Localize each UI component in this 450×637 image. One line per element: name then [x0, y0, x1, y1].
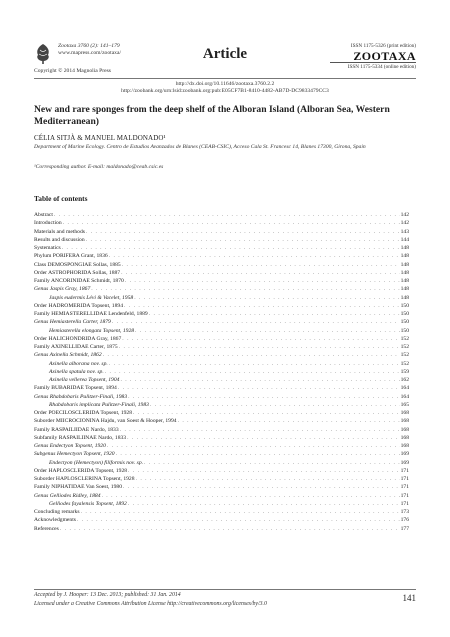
toc-leader-dots [62, 244, 400, 252]
toc-entry[interactable] [34, 483, 409, 491]
issn-print: ISSN 1175-5326 (print edition) [350, 43, 416, 49]
toc-entry[interactable] [34, 277, 409, 285]
paper-authors: CÉLIA SITJÀ & MANUEL MALDONADO¹ [34, 134, 166, 142]
toc-entry[interactable] [34, 310, 409, 318]
toc-leader-dots [86, 228, 400, 236]
toc-entry-label: References [34, 525, 59, 532]
toc-entry-label: Subfamily RASPAILIINAE Nardo, 1833 [34, 434, 127, 441]
toc-leader-dots [105, 368, 400, 376]
toc-leader-dots [135, 327, 400, 335]
toc-entry[interactable] [34, 343, 409, 351]
toc-leader-dots [122, 335, 399, 343]
toc-entry-page: 162 [400, 377, 409, 383]
toc-entry-page: 168 [400, 443, 409, 449]
toc-heading: Table of contents [34, 194, 88, 203]
toc-leader-dots [124, 302, 400, 310]
toc-entry-label: Genus Rhabdobaris Pulitzer-Finali, 1983 [34, 393, 128, 400]
toc-entry-page: 152 [400, 335, 409, 342]
copyright-notice: Copyright © 2014 Magnolia Press [34, 68, 111, 74]
license-note: Licensed under a Creative Commons Attribution License http://creativecommons.org/licenses/by/3.0 [34, 601, 267, 607]
toc-entry-page: 164 [400, 385, 409, 392]
toc-entry-label: Suborder HAPLOSCLERINA Topsent, 1928 [34, 476, 135, 482]
toc-entry-label: Genus Gelliodes Ridley, 1884 [34, 492, 101, 499]
toc-entry-page: 148 [400, 261, 409, 268]
toc-entry-label: Rhabdobaris implicata Pulitzer-Finali, 1983 [49, 401, 149, 408]
toc-entry-page: 148 [400, 245, 409, 251]
toc-entry-label: Axinella vellerea Topsent, 1904 [49, 377, 120, 383]
toc-entry-label: Family NIPHATIDAE Van Soest, 1980 [34, 484, 122, 491]
toc-entry-page: 171 [400, 476, 409, 482]
toc-entry-page: 143 [400, 228, 409, 235]
toc-leader-dots [123, 483, 400, 491]
toc-entry-page: 165 [400, 401, 409, 408]
article-label: Article [202, 46, 248, 62]
toc-entry[interactable] [34, 294, 409, 302]
toc-entry-label: Order ASTROPHORIDA Sollas, 1887 [34, 269, 121, 276]
toc-entry-page: 176 [400, 517, 409, 524]
toc-leader-dots [122, 261, 400, 269]
toc-entry-label: Acknowledgments [34, 517, 76, 524]
toc-leader-dots [119, 343, 400, 351]
toc-entry-page: 142 [400, 220, 409, 227]
toc-entry[interactable] [34, 236, 409, 244]
toc-entry-page: 152 [400, 352, 409, 359]
toc-entry[interactable] [34, 426, 409, 434]
toc-entry-page: 150 [400, 302, 409, 309]
toc-entry-label: Family HEMIASTERELLIDAE Lendenfeld, 1889 [34, 311, 148, 317]
toc-entry-page: 148 [400, 269, 409, 276]
toc-entry-page: 171 [400, 467, 409, 474]
toc-leader-dots [149, 310, 400, 318]
toc-leader-dots [125, 277, 400, 285]
toc-entry-label: Systematics [34, 245, 61, 251]
toc-entry-page: 144 [400, 236, 409, 243]
toc-entry-label: Phylum PORIFERA Grant, 1836 [34, 253, 108, 260]
toc-leader-dots [86, 236, 400, 244]
toc-entry-page: 171 [400, 500, 409, 507]
toc-entry-page: 168 [400, 418, 409, 425]
toc-entry[interactable] [34, 327, 409, 335]
toc-entry[interactable] [34, 525, 409, 533]
toc-entry-label: Suborder MIICROCIONINA Hajdu, van Soest & Hooper, 1994 [34, 418, 177, 425]
toc-leader-dots [102, 492, 400, 500]
toc-entry-page: 177 [400, 525, 409, 532]
table-of-contents [34, 211, 409, 533]
toc-entry-page: 168 [400, 410, 409, 416]
toc-entry-page: 171 [400, 484, 409, 491]
toc-entry[interactable] [34, 376, 409, 384]
toc-entry-label: Abstract [34, 212, 53, 218]
toc-entry[interactable] [34, 409, 409, 417]
toc-entry[interactable] [34, 459, 409, 467]
toc-entry-label: Order HADROMERIDA Topsent, 1894 [34, 302, 123, 309]
toc-leader-dots [120, 376, 399, 384]
toc-entry-label: Concluding remarks [34, 509, 80, 515]
toc-leader-dots [150, 401, 400, 409]
toc-leader-dots [134, 294, 399, 302]
toc-entry[interactable] [34, 318, 409, 326]
toc-entry[interactable] [34, 508, 409, 516]
toc-entry[interactable] [34, 475, 409, 483]
toc-entry-label: Order HALICHONDRIDA Gray, 1867 [34, 335, 122, 342]
toc-entry-label: Axinella spatula nov. sp. [49, 368, 104, 375]
toc-entry[interactable] [34, 360, 409, 368]
toc-entry-label: Family RASPAILIIDAE Nardo, 1833 [34, 426, 119, 433]
toc-entry-label: Genus Endectyon Topsent, 1920 [34, 443, 106, 449]
toc-entry-page: 168 [400, 426, 409, 433]
corresponding-author: ¹Corresponding author. E-mail: maldonado@ceab.csic.es [34, 164, 164, 170]
toc-leader-dots [109, 252, 400, 260]
toc-entry[interactable] [34, 219, 409, 227]
toc-entry[interactable] [34, 492, 409, 500]
toc-leader-dots [136, 475, 400, 483]
toc-entry[interactable] [34, 244, 409, 252]
toc-entry[interactable] [34, 450, 409, 458]
toc-entry-label: Hemiasterella elongata Topsent, 1928 [49, 327, 135, 334]
toc-leader-dots [118, 384, 400, 392]
issn-online: ISSN 1175-5334 (online edition) [347, 64, 416, 70]
toc-entry-page: 171 [400, 492, 409, 499]
toc-leader-dots [116, 450, 400, 458]
toc-entry-page: 169 [400, 459, 409, 466]
toc-entry-label: Introduction [34, 220, 62, 227]
toc-leader-dots [112, 318, 400, 326]
toc-entry[interactable] [34, 467, 409, 475]
toc-entry[interactable] [34, 252, 409, 260]
toc-entry-label: Family ANCORINIDAE Schmidt, 1870 [34, 278, 124, 284]
toc-entry-label: Subgenus Hemectyon Topsent, 1920 [34, 451, 115, 458]
toc-entry[interactable] [34, 228, 409, 236]
toc-leader-dots [121, 269, 400, 277]
acceptance-note: Accepted by J. Hooper: 13 Dec. 2013; published: 31 Jan. 2014 [34, 592, 181, 598]
toc-entry-label: Axinella alborana nov. sp. [49, 360, 108, 367]
toc-entry[interactable] [34, 368, 409, 376]
toc-entry-label: Gelliodes fayalensis Topsent, 1892 [49, 500, 127, 507]
page-number: 141 [402, 593, 416, 603]
toc-entry[interactable] [34, 417, 409, 425]
toc-entry-page: 173 [400, 509, 409, 515]
toc-entry-page: 142 [400, 212, 409, 218]
toc-leader-dots [178, 417, 400, 425]
journal-website-link[interactable]: www.mapress.com/zootaxa/ [58, 50, 122, 56]
toc-entry[interactable] [34, 516, 409, 524]
toc-entry-label: Results and discussion [34, 236, 85, 243]
toc-entry-page: 148 [400, 294, 409, 301]
toc-leader-dots [77, 516, 400, 524]
toc-entry[interactable] [34, 335, 409, 343]
toc-entry-label: Order HAPLOSCLERIDA Topsent, 1928 [34, 467, 128, 474]
paper-title: New and rare sponges from the deep shelf of the Alboran Island (Alboran Sea, Western Mediterranean) [34, 104, 390, 127]
toc-entry-page: 159 [400, 368, 409, 375]
toc-entry[interactable] [34, 269, 409, 277]
toc-leader-dots [144, 459, 400, 467]
toc-leader-dots [103, 351, 400, 359]
toc-entry-label: Class DEMOSPONGIAE Sollas, 1885 [34, 261, 121, 268]
doi-link[interactable]: http://dx.doi.org/10.11646/zootaxa.3760.2.2 [175, 81, 275, 87]
toc-entry[interactable] [34, 401, 409, 409]
toc-entry[interactable] [34, 285, 409, 293]
toc-entry-label: Family BUBARIDAE Topsent, 1894 [34, 385, 117, 392]
toc-entry[interactable] [34, 384, 409, 392]
toc-leader-dots [128, 467, 400, 475]
toc-entry-page: 148 [400, 286, 409, 293]
toc-leader-dots [60, 525, 400, 533]
toc-entry[interactable] [34, 434, 409, 442]
footer-divider [34, 589, 416, 590]
toc-entry-page: 168 [400, 434, 409, 441]
author-affiliation: Department of Marine Ecology. Centro de Estudios Avanzados de Blanes (CEAB-CSIC), Acceso Cala St. Francesc 14, Blanes 17300, Girona, Spain [34, 144, 366, 150]
toc-entry[interactable] [34, 211, 409, 219]
toc-entry-page: 148 [400, 253, 409, 260]
toc-leader-dots [128, 393, 399, 401]
toc-entry-page: 169 [400, 451, 409, 458]
journal-logo-text: ZOOTAXA [330, 50, 416, 63]
toc-leader-dots [107, 442, 400, 450]
toc-leader-dots [120, 426, 400, 434]
toc-entry-label: Family AXINELLIDAE Carter, 1875 [34, 344, 118, 350]
journal-line: Zootaxa 3760 (2): 141–179 [58, 43, 120, 49]
toc-entry-page: 148 [400, 278, 409, 284]
toc-entry-page: 152 [400, 344, 409, 350]
toc-leader-dots [54, 211, 400, 219]
toc-entry-label: Endectyon (Hemectyon) filiformis nov. sp. [49, 459, 144, 466]
toc-entry[interactable] [34, 442, 409, 450]
toc-leader-dots [133, 409, 400, 417]
identifier-block [0, 81, 450, 95]
toc-leader-dots [63, 219, 400, 227]
toc-entry[interactable] [34, 302, 409, 310]
toc-leader-dots [128, 500, 400, 508]
toc-entry-label: Order POECILOSCLERIDA Topsent, 1928 [34, 410, 133, 416]
toc-entry-page: 152 [400, 360, 409, 367]
toc-entry[interactable] [34, 500, 409, 508]
toc-entry-page: 150 [400, 327, 409, 334]
toc-entry-label: Jaspis eudermis Lévi & Vacelet, 1958 [49, 294, 134, 301]
header-divider [34, 78, 416, 79]
toc-entry-page: 150 [400, 319, 409, 326]
toc-leader-dots [81, 508, 400, 516]
toc-entry-label: Materials and methods [34, 228, 85, 235]
toc-entry[interactable] [34, 393, 409, 401]
toc-entry[interactable] [34, 261, 409, 269]
toc-entry[interactable] [34, 351, 409, 359]
toc-entry-label: Genus Axinella Schmidt, 1862 [34, 352, 102, 359]
lsid-link[interactable]: http://zoobank.org/urn:lsid:zoobank.org:pub:E05CF7B1-8410-4482-AB7D-DC9833479CC3 [121, 88, 329, 94]
toc-entry-label: Genus Jaspis Gray, 1867 [34, 286, 91, 293]
toc-entry-label: Genus Hemiasterella Carter, 1879 [34, 319, 111, 326]
toc-leader-dots [127, 434, 400, 442]
toc-leader-dots [91, 285, 399, 293]
toc-entry-page: 150 [400, 311, 409, 317]
toc-entry-page: 164 [400, 393, 409, 400]
toc-leader-dots [109, 360, 400, 368]
